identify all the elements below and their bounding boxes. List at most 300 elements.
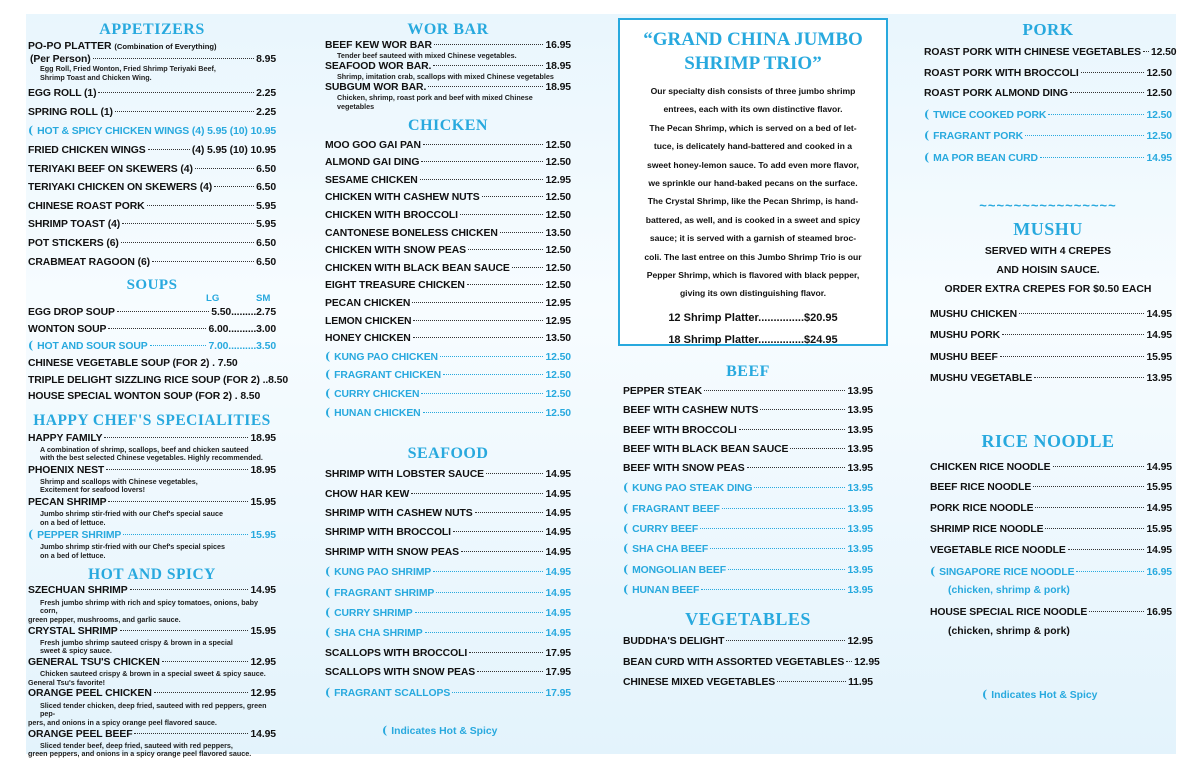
menu-item-row [924, 84, 1172, 105]
dot-leader [420, 179, 544, 180]
dot-leader [120, 630, 249, 631]
menu-item-name: HOT AND SOUR SOUP [37, 341, 148, 353]
menu-item-row [623, 440, 873, 459]
menu-item-name: SHRIMP RICE NOODLE [930, 523, 1044, 535]
menu-item-price: 12.95 [250, 688, 276, 700]
dot-leader [1045, 528, 1144, 529]
menu-item-price: 12.50 [545, 280, 571, 292]
menu-item-price: 15.95 [250, 530, 276, 542]
menu-item-row [930, 368, 1172, 390]
menu-item-name: CURRY BEEF [632, 524, 699, 536]
soups-title: SOUPS [126, 277, 178, 294]
dot-leader [475, 512, 544, 513]
menu-item-row [28, 463, 276, 478]
menu-item-name: SINGAPORE RICE NOODLE [939, 566, 1075, 578]
menu-item-name: KUNG PAO CHICKEN [334, 351, 438, 363]
dot-leader [115, 111, 254, 112]
singapore-note: (chicken, shrimp & pork) [948, 585, 1070, 597]
trio-description-line: coli. The last entree on this Jumbo Shrimp Trio is our [644, 251, 862, 262]
menu-item-name: PECAN CHICKEN [325, 297, 411, 309]
menu-item-row [28, 142, 276, 161]
trio-platter-12: 12 Shrimp Platter...............$20.95 [668, 311, 838, 324]
chili-pepper-icon: ( [930, 564, 936, 578]
menu-item-price: 12.50 [545, 370, 571, 382]
menu-item-row [623, 560, 873, 580]
menu-item-price: 13.95 [847, 503, 873, 515]
dot-leader [461, 551, 544, 552]
trio-description-line: we sprinkle our hand-baked pecans on the surface. [648, 178, 858, 189]
menu-item-row [623, 539, 873, 559]
menu-item-price: 13.95 [847, 405, 873, 417]
menu-item-price: 16.95 [1146, 566, 1172, 578]
menu-item-name: ORANGE PEEL BEEF [28, 728, 133, 740]
menu-item-price: 12.50 [1146, 67, 1172, 79]
menu-item-row [325, 663, 571, 682]
menu-item-row [325, 348, 571, 367]
chili-pepper-icon: ( [623, 542, 629, 556]
menu-item-name: PORK RICE NOODLE [930, 503, 1034, 515]
menu-item-row [28, 179, 276, 198]
menu-item-row [28, 122, 276, 142]
menu-item-name: FRAGRANT SHRIMP [334, 587, 435, 599]
menu-item-name: CHINESE VEGETABLE SOUP (FOR 2) . 7.50 [28, 357, 238, 369]
menu-item-price: 12.50 [1146, 88, 1172, 100]
menu-item-row [325, 172, 571, 190]
dot-leader [512, 267, 544, 268]
menu-item-row [924, 43, 1177, 64]
mushu-title: MUSHU [1013, 218, 1083, 239]
menu-item-description: Sliced tender chicken, deep fried, sauteed with red peppers, green pep- [40, 700, 267, 719]
menu-item-name: SHA CHA SHRIMP [334, 628, 423, 640]
menu-item-name: MUSHU BEEF [930, 351, 998, 363]
chili-pepper-icon: ( [924, 107, 930, 121]
dot-leader [108, 328, 206, 329]
menu-item-row [623, 632, 873, 653]
dot-leader [1076, 571, 1144, 572]
menu-item-row [623, 401, 873, 420]
menu-item-description: General Tsu's favorite! [28, 677, 106, 687]
menu-item-price: 17.95 [545, 667, 571, 679]
column-2 [325, 14, 571, 703]
chili-pepper-icon: ( [325, 349, 331, 363]
menu-item-price: 13.95 [847, 524, 873, 536]
menu-item-name: CHICKEN WITH BROCCOLI [325, 209, 458, 221]
menu-item-row [28, 527, 276, 543]
menu-item-row [924, 148, 1172, 170]
dot-leader [790, 448, 845, 449]
menu-item-price: 2.25 [256, 88, 276, 100]
dot-leader [1068, 549, 1145, 550]
menu-item-price: 6.50 [256, 237, 276, 249]
dot-leader [1002, 334, 1144, 335]
dot-leader [150, 345, 207, 346]
menu-item-price: 12.50 [545, 245, 571, 257]
dot-leader [467, 284, 544, 285]
menu-item-price: 14.95 [545, 469, 571, 481]
menu-item-description: Excitement for seafood lovers! [40, 485, 146, 495]
menu-item-name: CHICKEN WITH SNOW PEAS [325, 245, 466, 257]
menu-item-description: Sliced tender beef, deep fried, sauteed with red peppers, [40, 740, 233, 750]
trio-description-line: The Crystal Shrimp, like the Pecan Shrimp, is hand- [647, 196, 859, 207]
menu-item-row [623, 459, 873, 478]
menu-item-name: FRAGRANT PORK [933, 131, 1024, 143]
menu-item-price: 15.95 [250, 625, 276, 637]
menu-item-name: ORANGE PEEL CHICKEN [28, 688, 152, 700]
menu-item-name: EGG ROLL (1) [28, 88, 97, 100]
menu-item-description: Jumbo shrimp stir-fried with our Chef's special spices [40, 542, 226, 552]
dot-leader [469, 652, 543, 653]
house-special-name: HOUSE SPECIAL RICE NOODLE [930, 607, 1088, 619]
menu-item-price: 12.50 [545, 351, 571, 363]
menu-item-price: 14.95 [250, 728, 276, 740]
menu-item-description: Chicken, shrimp, roast pork and beef with mixed Chinese vegetables [337, 93, 533, 111]
menu-item-name: CANTONESE BONELESS CHICKEN [325, 227, 498, 239]
mushu-list [924, 304, 1172, 390]
menu-item-row [623, 421, 873, 440]
menu-page [26, 14, 1177, 759]
menu-item-price: 15.95 [1146, 482, 1172, 494]
menu-item-name: SESAME CHICKEN [325, 174, 418, 186]
menu-item-price: 12.95 [847, 636, 873, 648]
menu-item-price: 14.95 [545, 546, 571, 558]
chili-pepper-icon: ( [623, 501, 629, 515]
menu-item-name: POT STICKERS (6) [28, 237, 119, 249]
menu-item-name: BUDDHA'S DELIGHT [623, 636, 725, 648]
mushu-note-3: ORDER EXTRA CREPES FOR $0.50 EACH [944, 283, 1152, 295]
trio-description-line: battered, as well, and is cooked in a sweet and spicy [645, 214, 861, 225]
menu-item-name: VEGETABLE RICE NOODLE [930, 544, 1066, 556]
dot-leader [486, 473, 544, 474]
menu-item-price: 14.95 [545, 567, 571, 579]
menu-item-description: sweet & spicy sauce. [40, 646, 112, 656]
trio-platter-18: 18 Shrimp Platter...............$24.95 [668, 333, 838, 346]
dot-leader [440, 356, 544, 357]
menu-item-price: 18.95 [545, 61, 571, 72]
menu-item-price: 14.95 [1146, 503, 1172, 515]
dot-leader [434, 44, 544, 45]
menu-item-name: PEPPER STEAK [623, 386, 703, 397]
menu-item-name: TWICE COOKED PORK [933, 109, 1047, 121]
menu-item-price: 18.95 [250, 464, 276, 476]
menu-item-name: BEEF KEW WOR BAR [325, 40, 432, 51]
menu-item-row [325, 277, 571, 295]
popo-platter-note: (Combination of Everything) [114, 42, 217, 51]
menu-item-name: MUSHU CHICKEN [930, 308, 1018, 320]
menu-item-price: 12.95 [545, 297, 571, 309]
dot-leader [726, 640, 845, 641]
dot-leader [700, 528, 845, 529]
appetizers-title: APPETIZERS [99, 21, 205, 38]
menu-item-row [325, 485, 571, 504]
menu-item-description: Chicken sauteed crispy & brown in a special sweet & spicy sauce. [40, 669, 266, 679]
chili-pepper-icon: ( [325, 585, 331, 599]
dot-leader [433, 65, 543, 66]
menu-item-name: EIGHT TREASURE CHICKEN [325, 280, 465, 292]
chili-pepper-icon: ( [325, 368, 331, 382]
menu-item-row [28, 625, 276, 639]
soups-list [28, 305, 288, 406]
menu-item-name: EGG DROP SOUP [28, 307, 115, 319]
menu-item-row [28, 198, 276, 217]
menu-item-row [325, 504, 571, 523]
menu-item-row [930, 499, 1172, 520]
menu-item-price: 13.95 [847, 483, 873, 495]
menu-item-description: Fresh jumbo shrimp sauteed crispy & brown in a special [40, 637, 233, 647]
dot-leader [423, 144, 544, 145]
chili-pepper-icon: ( [623, 522, 629, 536]
menu-item-price: 7.00..........3.50 [208, 341, 276, 353]
menu-item-row [325, 523, 571, 542]
chili-pepper-icon: ( [28, 339, 34, 353]
menu-item-price: 12.50 [545, 407, 571, 419]
trio-description-line: sauce; it is served with a garnish of steamed broc- [649, 233, 857, 244]
popo-desc-1: Egg Roll, Fried Wonton, Fried Shrimp Teriyaki Beef, [40, 64, 216, 73]
popo-per-person: (Per Person) [30, 54, 91, 65]
dot-leader [846, 661, 852, 662]
menu-item-price: 14.95 [1146, 152, 1172, 164]
chili-pepper-icon: ( [325, 565, 331, 579]
dot-leader [453, 531, 544, 532]
trio-title-line-2: SHRIMP TRIO” [684, 53, 822, 74]
menu-item-name: SHRIMP WITH SNOW PEAS [325, 546, 459, 558]
trio-description-line: giving its own distinguishing flavor. [679, 288, 827, 299]
menu-item-name: FRAGRANT SCALLOPS [334, 687, 451, 699]
menu-item-row [325, 683, 571, 703]
menu-item-row [623, 519, 873, 539]
menu-item-price: 5.50.........2.75 [211, 307, 276, 319]
trio-title-line-1: “GRAND CHINA JUMBO [643, 29, 863, 50]
menu-item-name: CHINESE MIXED VEGETABLES [623, 677, 776, 689]
menu-item-price: 13.95 [847, 424, 873, 436]
dot-leader [214, 186, 254, 187]
mushu-note-2: AND HOISIN SAUCE. [996, 264, 1100, 276]
menu-item-name: PEPPER SHRIMP [37, 530, 122, 542]
trio-title [620, 28, 886, 76]
chili-pepper-icon: ( [325, 626, 331, 640]
menu-item-price: 14.95 [545, 507, 571, 519]
menu-item-name: HOT & SPICY CHICKEN WINGS (4) 5.95 (10) 10.95 [37, 126, 277, 138]
dot-leader [754, 487, 845, 488]
menu-item-row [930, 347, 1172, 369]
rice-noodle-title: RICE NOODLE [981, 430, 1115, 451]
trio-description-line: The Pecan Shrimp, which is served on a bed of let- [649, 122, 857, 133]
menu-item-row [930, 541, 1172, 562]
menu-item-row [623, 653, 880, 674]
menu-item-name: WONTON SOUP [28, 323, 107, 335]
menu-item-price: (4) 5.95 (10) 10.95 [191, 144, 276, 156]
dot-leader [413, 320, 543, 321]
menu-item-description: Shrimp, imitation crab, scallops with mixed Chinese vegetables [337, 72, 554, 82]
pork-list [924, 43, 1177, 170]
menu-item-name: SHRIMP WITH LOBSTER SAUCE [325, 469, 484, 481]
dot-leader [93, 58, 255, 59]
menu-item-price: 13.95 [847, 443, 873, 455]
dot-leader [477, 671, 543, 672]
house-special-rice-noodle-row [924, 605, 1172, 620]
rice-noodle-list [924, 458, 1172, 584]
menu-item-description: on a bed of lettuce. [40, 550, 106, 560]
menu-item-name: HAPPY FAMILY [28, 432, 103, 444]
dot-leader [704, 390, 845, 391]
menu-item-row [325, 207, 571, 225]
menu-item-name: MUSHU PORK [930, 330, 1001, 342]
menu-item-price: 12.95 [545, 315, 571, 327]
menu-item-price: 13.95 [847, 564, 873, 576]
menu-item-price: 15.95 [250, 497, 276, 509]
trio-description-line: Pepper Shrimp, which is flavored with black pepper, [646, 270, 860, 281]
popo-desc-2: Shrimp Toast and Chicken Wing. [40, 72, 152, 82]
menu-item-price: 13.95 [847, 584, 873, 596]
menu-item-name: BEEF WITH BROCCOLI [623, 424, 737, 436]
shrimp-trio-box [618, 18, 888, 346]
menu-item-description: Jumbo shrimp stir-fried with our Chef's special sauce [40, 509, 224, 519]
trio-description [630, 82, 876, 303]
dot-leader [777, 681, 846, 682]
dot-leader [152, 261, 254, 262]
hot-spicy-title: HOT AND SPICY [88, 566, 216, 584]
menu-item-name: FRIED CHICKEN WINGS [28, 144, 146, 156]
mushu-note-1: SERVED WITH 4 CREPES [984, 245, 1112, 257]
dot-leader [1089, 611, 1144, 612]
menu-item-name: HOUSE SPECIAL WONTON SOUP (FOR 2) . 8.50 [28, 391, 261, 403]
menu-item-description: pers, and onions in a spicy orange peel flavored sauce. [28, 717, 217, 727]
dot-leader [423, 412, 544, 413]
menu-item-name: CHOW HAR KEW [325, 488, 410, 500]
menu-item-price: 13.50 [545, 227, 571, 239]
menu-item-name: CRYSTAL SHRIMP [28, 625, 118, 637]
menu-item-name: CHICKEN RICE NOODLE [930, 461, 1051, 473]
menu-item-name: HUNAN BEEF [632, 584, 700, 596]
menu-item-name: PECAN SHRIMP [28, 497, 107, 509]
menu-item-name: KUNG PAO STEAK DING [632, 483, 753, 495]
chili-pepper-icon: ( [924, 150, 930, 164]
menu-item-row [325, 404, 571, 423]
menu-item-price: 15.95 [1146, 523, 1172, 535]
menu-item-row [325, 603, 571, 623]
menu-item-name: SUBGUM WOR BAR. [325, 82, 427, 93]
hot-spicy-legend-right [982, 688, 1097, 701]
menu-item-name: CHINESE ROAST PORK [28, 200, 145, 212]
menu-item-name: CURRY SHRIMP [334, 607, 413, 619]
popo-platter-name: PO-PO PLATTER [28, 41, 112, 52]
dot-leader [412, 302, 543, 303]
chili-pepper-icon: ( [982, 688, 988, 701]
menu-item-price: 14.95 [545, 488, 571, 500]
legend-text: Indicates Hot & Spicy [991, 690, 1098, 701]
dot-leader [413, 337, 544, 338]
chili-pepper-icon: ( [325, 605, 331, 619]
menu-item-row [28, 305, 276, 322]
menu-item-name: GENERAL TSU'S CHICKEN [28, 657, 160, 668]
hot-spicy-legend-center [382, 724, 497, 737]
menu-item-name: BEEF WITH BLACK BEAN SAUCE [623, 443, 789, 455]
menu-item-row [325, 330, 571, 348]
menu-item-price: 11.95 [848, 677, 873, 689]
seafood-list [325, 465, 571, 703]
chili-pepper-icon: ( [325, 386, 331, 400]
menu-item-price: 14.95 [1146, 461, 1172, 473]
menu-item-row [28, 656, 276, 670]
menu-item-price: 12.50 [545, 262, 571, 274]
house-special-price: 16.95 [1146, 607, 1172, 619]
dot-leader [1035, 507, 1144, 508]
menu-item-row [28, 687, 276, 701]
menu-item-price: 14.95 [1146, 308, 1172, 320]
menu-item-name: SCALLOPS WITH SNOW PEAS [325, 667, 476, 679]
dot-leader [1000, 356, 1145, 357]
menu-item-description: Shrimp and scallops with Chinese vegetables, [40, 476, 198, 486]
menu-item-description: Tender beef sauteed with mixed Chinese vegetables. [337, 51, 517, 61]
menu-item-row [924, 105, 1172, 127]
chili-pepper-icon: ( [924, 129, 930, 143]
dot-leader [747, 467, 846, 468]
menu-item-row [325, 583, 571, 603]
menu-item-name: MOO GOO GAI PAN [325, 139, 421, 151]
menu-item-price: 18.95 [545, 82, 571, 93]
menu-item-price: 16.95 [545, 40, 571, 51]
menu-item-row [28, 161, 276, 180]
menu-item-row [28, 85, 276, 104]
chili-pepper-icon: ( [623, 481, 629, 495]
dot-leader [415, 612, 544, 613]
menu-item-row [325, 313, 571, 331]
dot-leader [1040, 157, 1145, 158]
menu-item-row [930, 325, 1172, 347]
menu-item-name: SCALLOPS WITH BROCCOLI [325, 647, 468, 659]
menu-item-price: 12.50 [1146, 109, 1172, 121]
soup-size-header [28, 293, 276, 305]
menu-item-row [623, 382, 873, 401]
trio-description-line: tuce, is delicately hand-battered and cooked in a [653, 141, 853, 152]
dot-leader [1053, 466, 1145, 467]
dot-leader [500, 232, 544, 233]
dot-leader [1070, 92, 1144, 93]
chicken-list [325, 137, 571, 423]
menu-item-row [28, 373, 288, 390]
menu-item-price: 12.50 [545, 157, 571, 169]
dot-leader [443, 374, 543, 375]
trio-description-line: sweet honey-lemon sauce. To add even more flavor, [647, 159, 859, 170]
menu-item-row [623, 673, 873, 694]
menu-item-name: MUSHU VEGETABLE [930, 373, 1033, 385]
specialities-title: HAPPY CHEF'S SPECIALITIES [33, 411, 271, 429]
menu-item-name: ROAST PORK WITH BROCCOLI [924, 67, 1079, 79]
menu-item-name: SZECHUAN SHRIMP [28, 585, 128, 597]
menu-item-row [325, 366, 571, 385]
menu-item-description: Fresh jumbo shrimp with rich and spicy tomatoes, onions, baby corn, [40, 597, 259, 616]
menu-item-name: BEAN CURD WITH ASSORTED VEGETABLES [623, 656, 845, 668]
menu-item-row [325, 562, 571, 582]
dot-leader [123, 534, 248, 535]
menu-item-row [325, 260, 571, 278]
menu-item-row [325, 465, 571, 484]
menu-item-price: 15.95 [1146, 351, 1172, 363]
dot-leader [468, 249, 544, 250]
menu-item-price: 14.95 [545, 628, 571, 640]
menu-item-name: SHA CHA BEEF [632, 544, 709, 556]
menu-item-name: MONGOLIAN BEEF [632, 564, 726, 576]
menu-item-row [924, 126, 1172, 148]
menu-item-row [930, 304, 1172, 326]
dot-leader [1033, 486, 1144, 487]
menu-item-price: 12.50 [1150, 47, 1177, 58]
menu-item-price: 14.95 [1146, 330, 1172, 342]
chili-pepper-icon: ( [623, 562, 629, 576]
menu-item-row [325, 543, 571, 562]
menu-item-price: 2.25 [256, 106, 276, 118]
menu-item-price: 13.95 [1146, 373, 1172, 385]
chili-pepper-icon: ( [325, 405, 331, 419]
